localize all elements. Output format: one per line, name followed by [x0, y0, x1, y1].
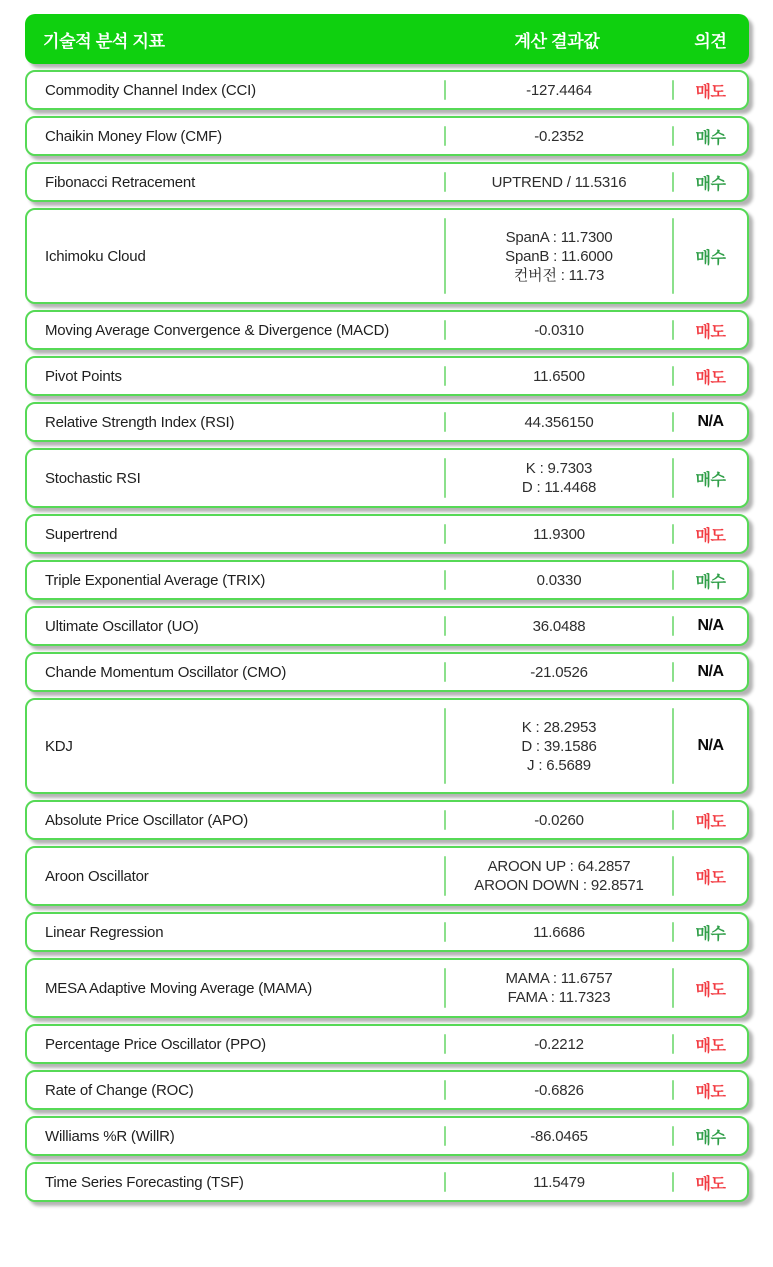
opinion-label: 매수	[695, 129, 726, 147]
table-row	[25, 514, 749, 554]
value-line: -0.0260	[534, 811, 584, 829]
indicator-name: Time Series Forecasting (TSF)	[45, 1173, 244, 1191]
value-line: SpanB : 11.6000	[505, 247, 613, 265]
indicator-value	[446, 1035, 672, 1054]
indicator-value	[446, 173, 672, 192]
opinion-label: 매수	[695, 925, 726, 943]
indicator-name: Absolute Price Oscillator (APO)	[45, 811, 249, 829]
table-row	[25, 846, 749, 906]
indicator-name: Ichimoku Cloud	[45, 247, 146, 265]
indicator-value	[446, 367, 672, 386]
opinion-label: N/A	[697, 737, 724, 754]
opinion-label: 매도	[695, 1037, 726, 1055]
table-row	[25, 560, 749, 600]
opinion-label: 매수	[695, 249, 726, 267]
value-line: -0.2212	[534, 1035, 584, 1053]
indicator-value	[446, 923, 672, 942]
table-row	[25, 1116, 749, 1156]
indicator-value	[446, 127, 672, 146]
value-line: 11.6500	[533, 367, 585, 385]
table-row	[25, 448, 749, 508]
technical-analysis-table	[25, 14, 749, 1202]
value-line: UPTREND / 11.5316	[491, 173, 627, 191]
opinion-label: 매도	[695, 323, 726, 341]
header-col-indicator: 기술적 분석 지표	[43, 31, 165, 51]
indicator-name: Stochastic RSI	[45, 469, 141, 487]
opinion-label: 매도	[695, 1083, 726, 1101]
table-header	[25, 14, 749, 64]
value-line: K : 9.7303	[525, 460, 593, 477]
indicator-name: Pivot Points	[45, 367, 122, 385]
value-line: -0.0310	[534, 321, 584, 339]
indicator-value	[446, 969, 672, 1007]
opinion-label: 매도	[695, 83, 726, 101]
indicator-value	[446, 857, 672, 895]
indicator-name: KDJ	[45, 737, 73, 755]
indicator-value	[446, 663, 672, 682]
value-line: -127.4464	[526, 81, 592, 99]
table-row	[25, 162, 749, 202]
opinion-label: N/A	[697, 663, 724, 680]
indicator-value	[446, 413, 672, 432]
value-line: -0.6826	[534, 1081, 584, 1099]
value-line: 0.0330	[536, 571, 582, 589]
table-row	[25, 208, 749, 304]
indicator-value	[446, 459, 672, 497]
table-row	[25, 116, 749, 156]
value-line: FAMA : 11.7323	[507, 989, 611, 1006]
indicator-value	[446, 228, 672, 285]
indicator-name: Commodity Channel Index (CCI)	[45, 81, 256, 99]
opinion-label: 매수	[695, 1129, 726, 1147]
value-line: J : 6.5689	[527, 756, 591, 774]
value-line: 36.0488	[532, 617, 586, 635]
value-line: 11.6686	[533, 923, 585, 941]
opinion-label: 매도	[695, 869, 726, 887]
indicator-name: Triple Exponential Average (TRIX)	[45, 571, 266, 589]
indicator-name: Rate of Change (ROC)	[45, 1081, 194, 1099]
indicator-name: Supertrend	[45, 525, 118, 543]
table-row	[25, 606, 749, 646]
table-row	[25, 310, 749, 350]
indicator-name: Chande Momentum Oscillator (CMO)	[45, 663, 287, 681]
value-line: -21.0526	[530, 663, 588, 681]
indicator-value	[446, 811, 672, 830]
opinion-label: 매도	[695, 1175, 726, 1193]
opinion-label: 매수	[695, 471, 726, 489]
indicator-name: Aroon Oscillator	[45, 867, 149, 885]
value-line: MAMA : 11.6757	[505, 970, 613, 987]
value-line: 11.9300	[533, 525, 585, 543]
opinion-label: 매수	[695, 573, 726, 591]
value-line: D : 39.1586	[521, 737, 597, 755]
indicator-value	[446, 321, 672, 340]
table-row	[25, 1070, 749, 1110]
opinion-label: N/A	[697, 413, 724, 430]
opinion-label: 매도	[695, 527, 726, 545]
table-row	[25, 698, 749, 794]
opinion-label: N/A	[697, 617, 724, 634]
indicator-name: Ultimate Oscillator (UO)	[45, 617, 199, 635]
indicator-value	[446, 718, 672, 775]
indicator-value	[446, 1173, 672, 1192]
table-row	[25, 1162, 749, 1202]
value-line: 11.5479	[533, 1173, 585, 1191]
table-row	[25, 800, 749, 840]
value-line: 44.356150	[524, 413, 594, 431]
table-row	[25, 356, 749, 396]
indicator-name: Percentage Price Oscillator (PPO)	[45, 1035, 266, 1053]
header-col-value: 계산 결과값	[514, 31, 600, 51]
indicator-name: Linear Regression	[45, 923, 164, 941]
value-line: AROON UP : 64.2857	[487, 858, 631, 875]
indicator-name: Moving Average Convergence & Divergence (MACD)	[45, 321, 390, 339]
indicator-value	[446, 617, 672, 636]
indicator-value	[446, 1127, 672, 1146]
opinion-label: 매수	[695, 175, 726, 193]
indicator-value	[446, 1081, 672, 1100]
indicator-name: Chaikin Money Flow (CMF)	[45, 127, 222, 145]
indicator-value	[446, 571, 672, 590]
opinion-label: 매도	[695, 369, 726, 387]
indicator-name: Williams %R (WillR)	[45, 1127, 175, 1145]
value-line: D : 11.4468	[521, 479, 597, 496]
indicator-value	[446, 81, 672, 100]
value-line: AROON DOWN : 92.8571	[474, 877, 644, 894]
table-row	[25, 1024, 749, 1064]
value-line: -86.0465	[530, 1127, 588, 1145]
opinion-label: 매도	[695, 813, 726, 831]
value-line: SpanA : 11.7300	[505, 228, 613, 246]
header-col-opinion: 의견	[694, 31, 727, 51]
table-row	[25, 652, 749, 692]
table-row	[25, 70, 749, 110]
value-line: K : 28.2953	[521, 718, 597, 736]
indicator-value	[446, 525, 672, 544]
table-row	[25, 402, 749, 442]
opinion-label: 매도	[695, 981, 726, 999]
indicator-name: MESA Adaptive Moving Average (MAMA)	[45, 979, 313, 997]
indicator-name: Fibonacci Retracement	[45, 173, 196, 191]
table-row	[25, 912, 749, 952]
table-body	[25, 70, 749, 1202]
value-line: -0.2352	[534, 127, 584, 145]
value-line: 컨버전 : 11.73	[513, 266, 605, 284]
table-row	[25, 958, 749, 1018]
indicator-name: Relative Strength Index (RSI)	[45, 413, 235, 431]
